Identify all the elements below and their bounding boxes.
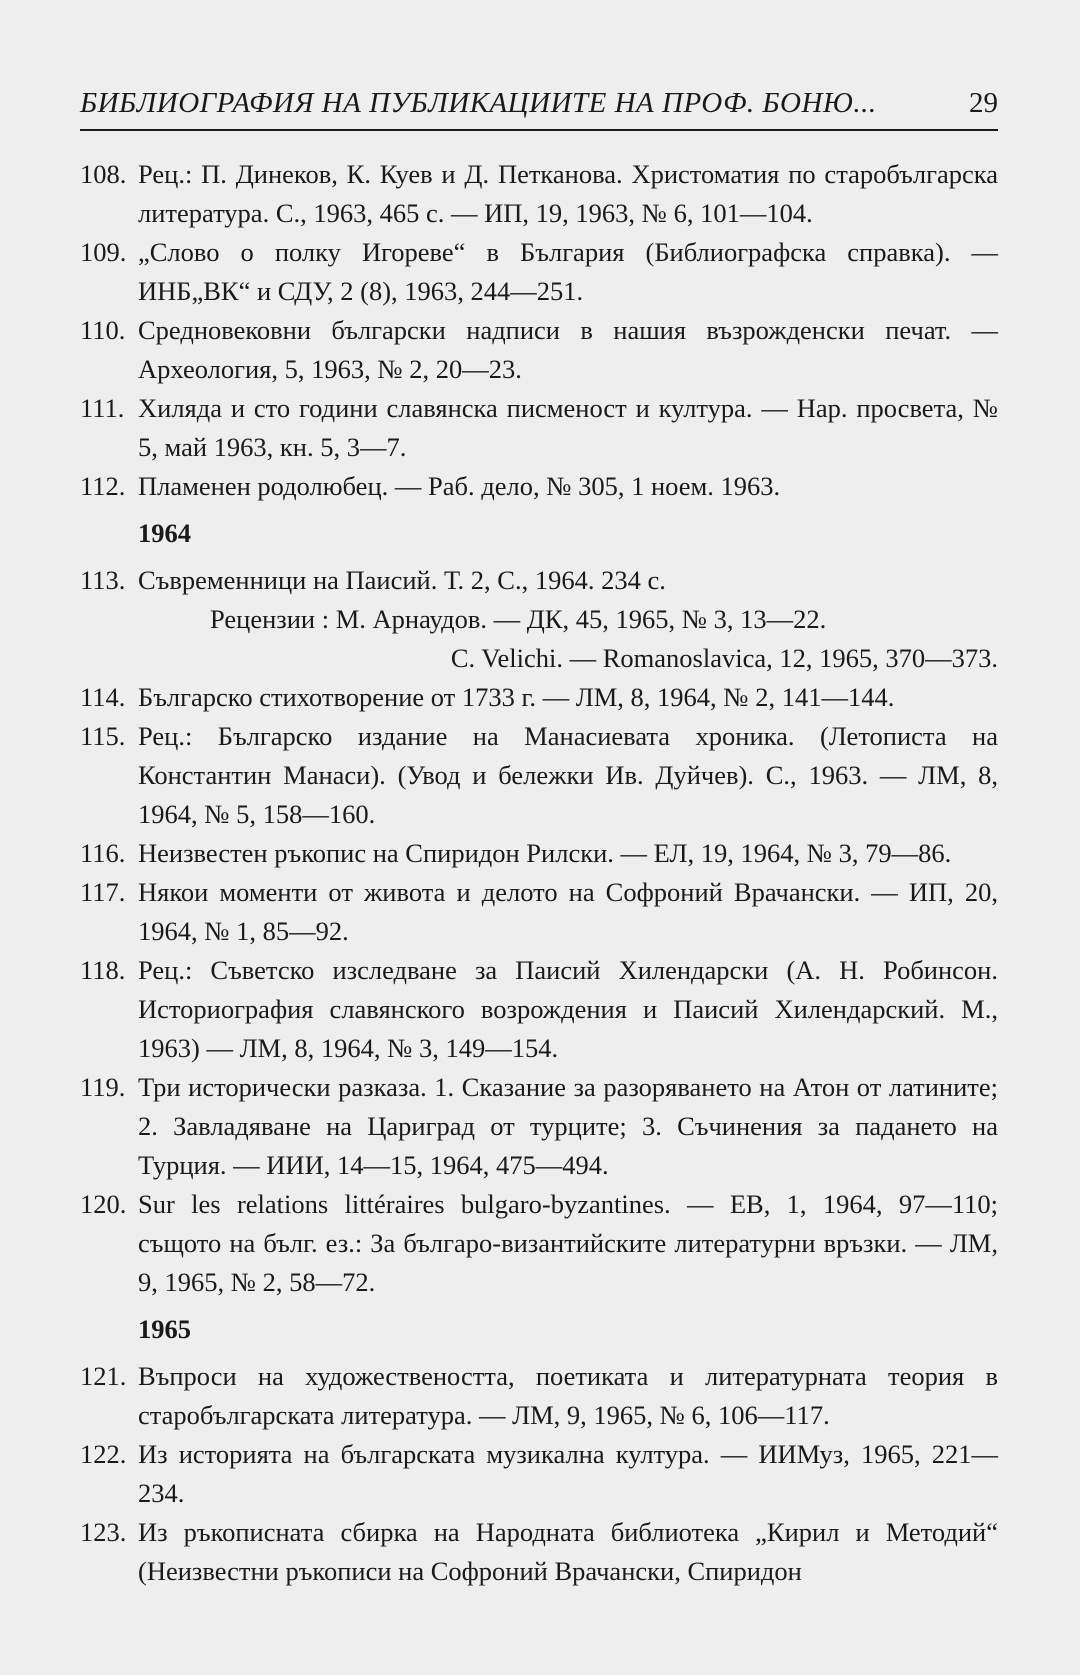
bibliography-entry: 114. Българско стихотворение от 1733 г. — ЛМ, 8, 1964, № 2, 141—144. <box>80 682 895 712</box>
bibliography-entry: 115. Рец.: Българско издание на Манасиевата хроника. (Летописта на Константин Манаси). (Увод и бележки Ив. Дуйчев). С., 1963. — ЛМ, 8, 1964, № 5, 158—160. <box>80 721 998 829</box>
bibliography-entry: 109. „Слово о полку Игореве“ в България (Библиографска справка). — ИНБ„ВК“ и СДУ, 2 (8), 1963, 244—251. <box>80 237 998 306</box>
bibliography-entry: 120. Sur les relations littéraires bulgaro-byzantines. — EB, 1, 1964, 97—110; същото на бълг. ез.: За българо-византийските литературни връзки. — ЛМ, 9, 1965, № 2, 58—72. <box>80 1189 998 1297</box>
bibliography-entry: 111. Хиляда и сто години славянска писменост и култура. — Нар. просвета, № 5, май 1963, кн. 5, 3—7. <box>80 393 998 462</box>
review-line: C. Velichi. — Romanoslavica, 12, 1965, 370—373. <box>450 643 998 673</box>
bibliography-entry: 113. Съвременници на Паисий. Т. 2, С., 1964. 234 с. <box>80 565 666 595</box>
bibliography-entry: 110. Средновековни български надписи в нашия възрожденски печат. — Археология, 5, 1963, № 2, 20—23. <box>80 315 998 384</box>
bibliography-entry: 116. Неизвестен ръкопис на Спиридон Рилски. — ЕЛ, 19, 1964, № 3, 79—86. <box>80 838 952 868</box>
bibliography-entry: 121. Въпроси на художествеността, поетиката и литературната теория в старобългарската литература. — ЛМ, 9, 1965, № 6, 106—117. <box>80 1361 998 1430</box>
review-line: Рецензии : М. Арнаудов. — ДК, 45, 1965, № 3, 13—22. <box>210 604 827 634</box>
year-heading: 1965 <box>138 1314 191 1344</box>
bibliography-entry: 112. Пламенен родолюбец. — Раб. дело, № 305, 1 ноем. 1963. <box>80 471 781 501</box>
bibliography-entry: 123. Из ръкописната сбирка на Народната библиотека „Кирил и Методий“ (Неизвестни ръкописи на Софроний Врачански, Спиридон <box>80 1517 998 1586</box>
bibliography-list <box>80 155 998 1591</box>
bibliography-entry: 117. Някои моменти от живота и делото на Софроний Врачански. — ИП, 20, 1964, № 1, 85—92. <box>80 877 998 946</box>
page-number: 29 <box>969 87 998 119</box>
bibliography-entry: 119. Три исторически разказа. 1. Сказание за разоряването на Атон от латините; 2. Завладяване на Цариград от турците; 3. Съчинения за падането на Турция. — ИИИ, 14—15, 1964, 475—494. <box>80 1072 998 1180</box>
bibliography-entry: 118. Рец.: Съветско изследване за Паисий Хилендарски (А. Н. Робинсон. Историография славянского возрождения и Паисий Хилендарский. М., 1963) — ЛМ, 8, 1964, № 3, 149—154. <box>80 955 998 1063</box>
bibliography-entry: 122. Из историята на българската музикална култура. — ИИМуз, 1965, 221—234. <box>80 1439 998 1508</box>
running-title: БИБЛИОГРАФИЯ НА ПУБЛИКАЦИИТЕ НА ПРОФ. БОНЮ... <box>80 87 877 119</box>
bibliography-entry: 108. Рец.: П. Динеков, К. Куев и Д. Петканова. Христоматия по старобългарска литература. С., 1963, 465 с. — ИП, 19, 1963, № 6, 101—104. <box>80 159 998 228</box>
running-header <box>80 87 998 131</box>
year-heading: 1964 <box>138 518 191 548</box>
